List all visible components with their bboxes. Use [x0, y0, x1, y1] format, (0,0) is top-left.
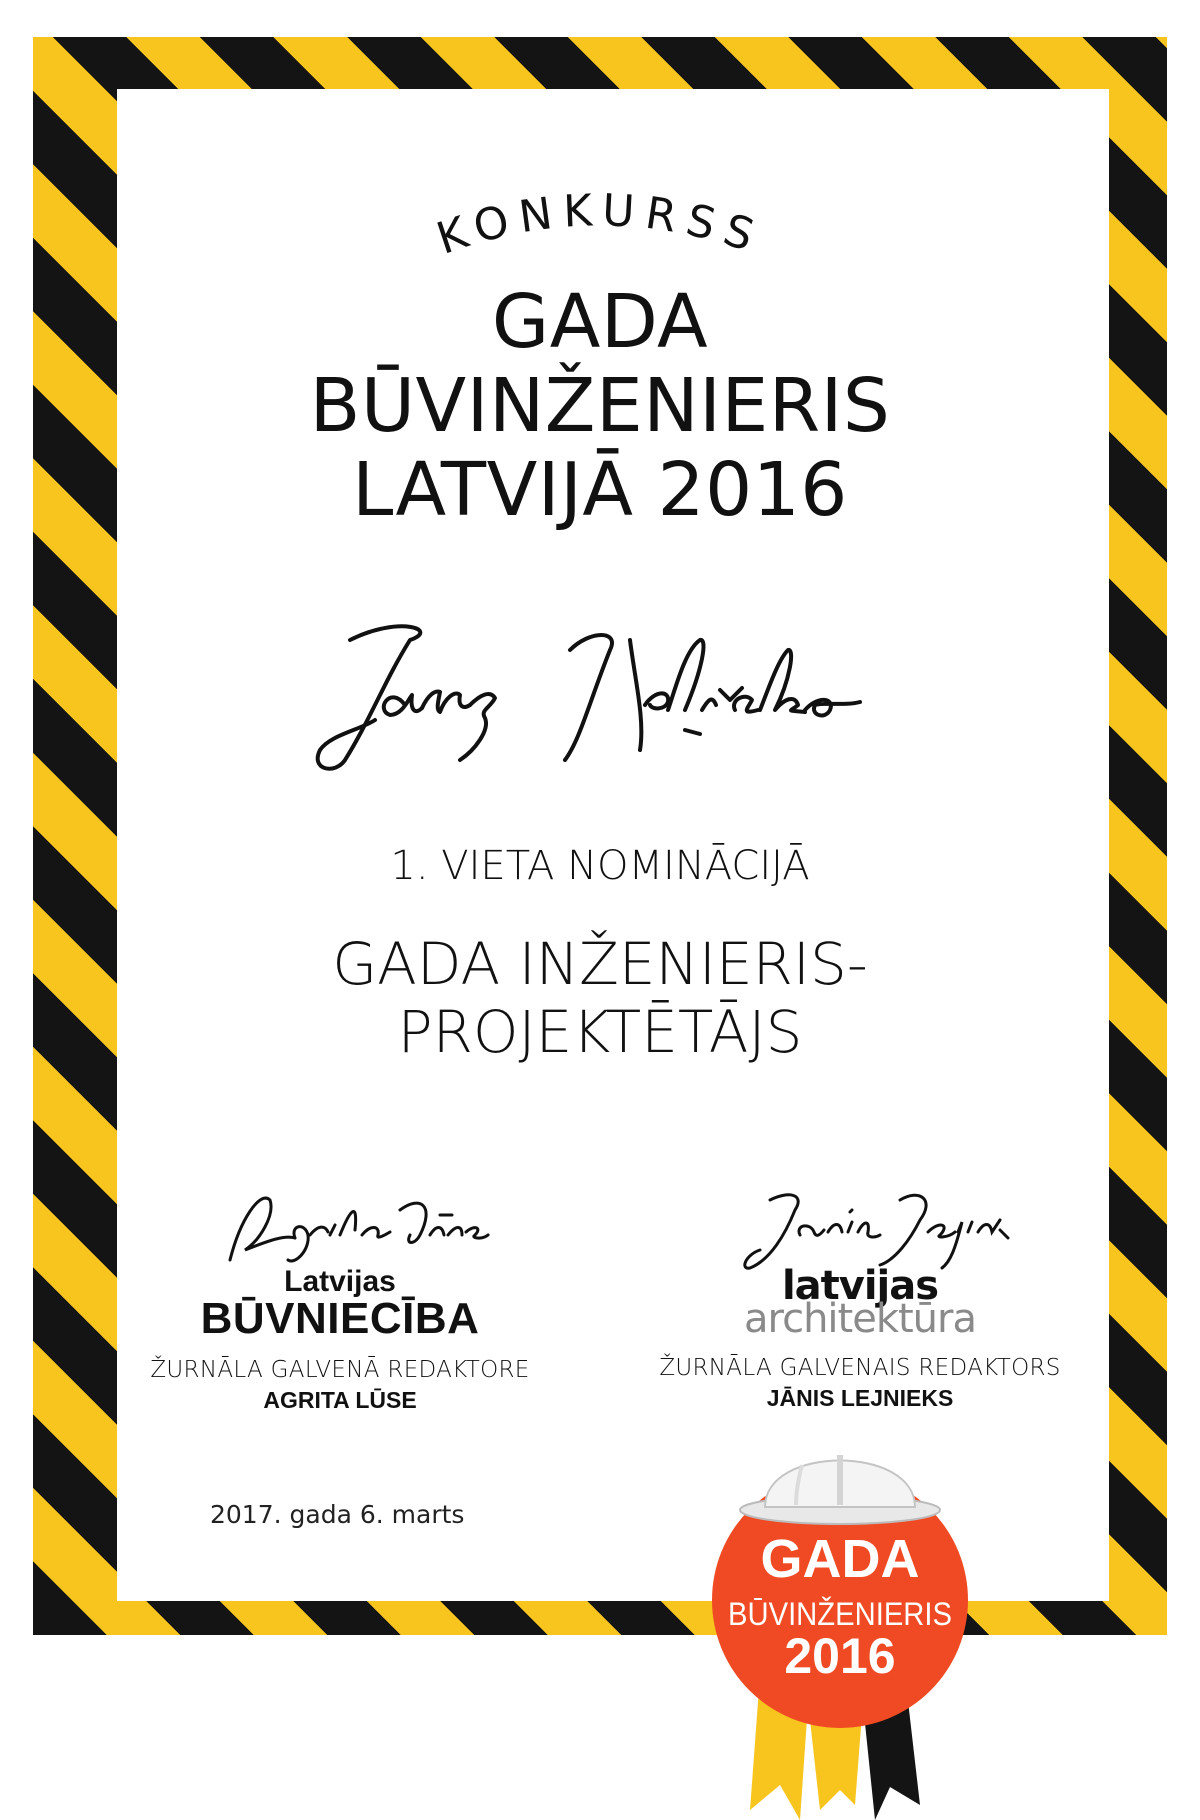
svg-text:KONKURSS [431, 185, 770, 265]
editor-name-right: JĀNIS LEJNIEKS [766, 1385, 954, 1411]
title-line-3: LATVIJĀ 2016 [352, 447, 848, 533]
editor-role-right: ŽURNĀLA GALVENAIS REDAKTORS [659, 1355, 1061, 1381]
editor-role-left: ŽURNĀLA GALVENĀ REDAKTORE [150, 1357, 530, 1383]
signature-janis-lejnieks [710, 1180, 1010, 1275]
badge-year: 2016 [784, 1628, 896, 1684]
issue-date: 2017. gada 6. marts [210, 1500, 465, 1529]
award-title [0, 280, 1200, 532]
badge-buvinzenieris: BŪVINŽENIERIS [728, 1596, 952, 1632]
editor-name-left: AGRITA LŪSE [263, 1387, 417, 1413]
title-line-2: BŪVINŽENIERIS [309, 363, 891, 449]
nomination-line-2: PROJEKTĒTĀJS [397, 998, 803, 1066]
hard-hat-icon [740, 1455, 940, 1524]
place-label: 1. VIETA NOMINĀCIJĀ [390, 843, 810, 889]
konkurss-text: KONKURSS [430, 185, 770, 265]
signature-agrita-luse [190, 1180, 490, 1275]
latvijas-buvnieciba-logo-line2: BŪVNIECĪBA [200, 1294, 480, 1343]
latvijas-buvnieciba-logo-line1: Latvijas [284, 1265, 396, 1298]
recipient-signature [290, 610, 910, 780]
editor-block-right [630, 1180, 1090, 1412]
editor-block-left [110, 1180, 570, 1414]
nomination-title [0, 930, 1200, 1066]
nomination-line-1: GADA INŽENIERIS- [332, 930, 868, 998]
latvijas-architektura-logo-line2: architektūra [744, 1296, 976, 1342]
title-line-1: GADA [491, 279, 709, 365]
badge-gada: GADA [760, 1529, 920, 1589]
latvijas-architektura-logo-line1: latvijas [781, 1263, 939, 1309]
award-seal-badge [690, 1425, 990, 1820]
